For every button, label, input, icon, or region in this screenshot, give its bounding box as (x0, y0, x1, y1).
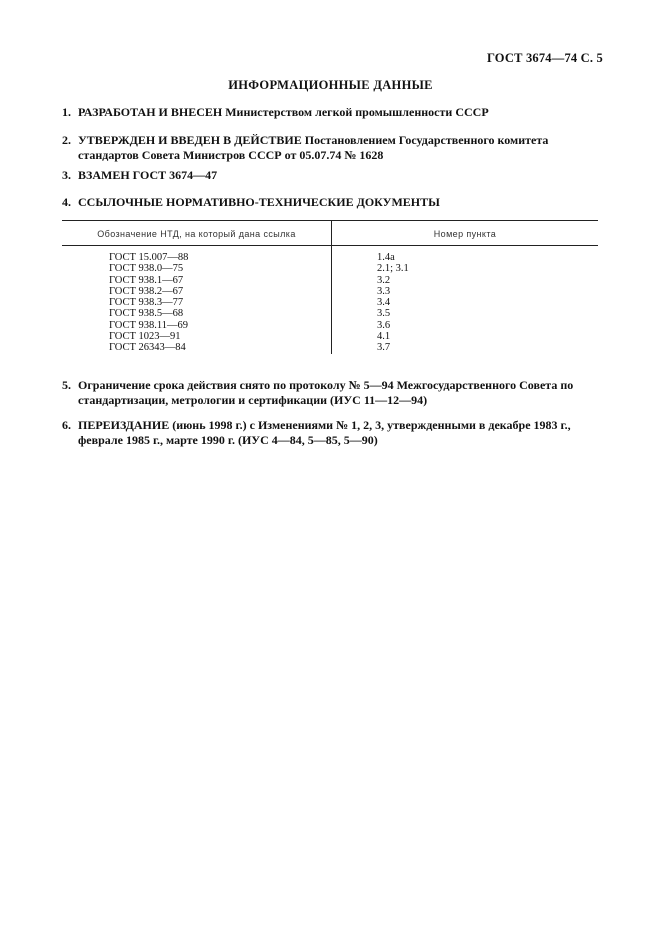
item-number: 3. (62, 168, 71, 182)
item-number: 2. (62, 133, 71, 147)
table-cell-clause: 4.1 (377, 331, 391, 343)
table-cell-clause: 3.6 (377, 319, 391, 331)
info-item-4 (62, 195, 602, 210)
document-title: ИНФОРМАЦИОННЫЕ ДАННЫЕ (228, 78, 433, 92)
info-item-2 (62, 133, 602, 163)
item-lead: ССЫЛОЧНЫЕ НОРМАТИВНО-ТЕХНИЧЕСКИЕ ДОКУМЕНТЫ (78, 195, 440, 209)
table-cell-clause: 3.2 (377, 274, 391, 286)
item-text: Ограничение срока действия снято по протоколу № 5—94 Межгосударственного Совета по стандартизации, метрологии и сертификации (ИУС 11—12—94) (78, 378, 574, 407)
item-lead: ПЕРЕИЗДАНИЕ (78, 418, 170, 432)
item-lead: РАЗРАБОТАН И ВНЕСЕН (78, 105, 223, 119)
table-cell-document: ГОСТ 938.1—67 (109, 274, 184, 286)
table-column-divider (331, 220, 332, 354)
table-cell-document: ГОСТ 15.007—88 (109, 252, 189, 263)
info-item-3 (62, 168, 602, 183)
table-cell-clause: 2.1; 3.1 (377, 263, 409, 275)
item-number: 5. (62, 378, 71, 392)
table-cell-clause: 1.4а (377, 252, 395, 263)
table-cell-document: ГОСТ 938.11—69 (109, 319, 189, 331)
table-cell-clause: 3.4 (377, 297, 391, 309)
item-number: 1. (62, 105, 71, 119)
table-column-documents (109, 252, 188, 354)
item-text: Министерством легкой промышленности СССР (222, 105, 489, 119)
info-item-5 (62, 378, 602, 408)
table-cell-document: ГОСТ 938.2—67 (109, 285, 184, 297)
item-text: (июнь 1998 г.) с Изменениями № 1, 2, 3, утвержденными в декабре 1983 г., феврале 1985 г., марте 1990 г. (ИУС 4—84, 5—85, 5—90) (78, 418, 571, 447)
table-header-document: Обозначение НТД, на который дана ссылка (97, 229, 296, 239)
item-number: 4. (62, 195, 71, 209)
item-lead: УТВЕРЖДЕН И ВВЕДЕН В ДЕЙСТВИЕ (78, 133, 302, 147)
table-cell-document: ГОСТ 26343—84 (109, 342, 186, 354)
item-lead: ВЗАМЕН ГОСТ 3674—47 (78, 168, 218, 182)
table-cell-clause: 3.3 (377, 285, 391, 297)
item-text: Постановлением Государственного комитета стандартов Совета Министров СССР от 05.07.74 № 1628 (78, 133, 549, 162)
info-item-6 (62, 418, 602, 448)
info-item-1 (62, 105, 602, 120)
item-number: 6. (62, 418, 71, 432)
references-table (62, 220, 598, 356)
table-header-clause: Номер пункта (433, 229, 497, 239)
table-cell-clause: 3.7 (377, 342, 391, 354)
table-cell-document: ГОСТ 938.3—77 (109, 297, 184, 309)
table-header-rule (62, 245, 598, 246)
table-top-rule (62, 220, 598, 221)
table-cell-document: ГОСТ 938.0—75 (109, 263, 184, 275)
table-cell-clause: 3.5 (377, 308, 391, 320)
table-cell-document: ГОСТ 1023—91 (109, 331, 181, 343)
table-cell-document: ГОСТ 938.5—68 (109, 308, 184, 320)
page-header-ref: ГОСТ 3674—74 С. 5 (486, 51, 603, 65)
table-column-clauses (377, 252, 409, 354)
